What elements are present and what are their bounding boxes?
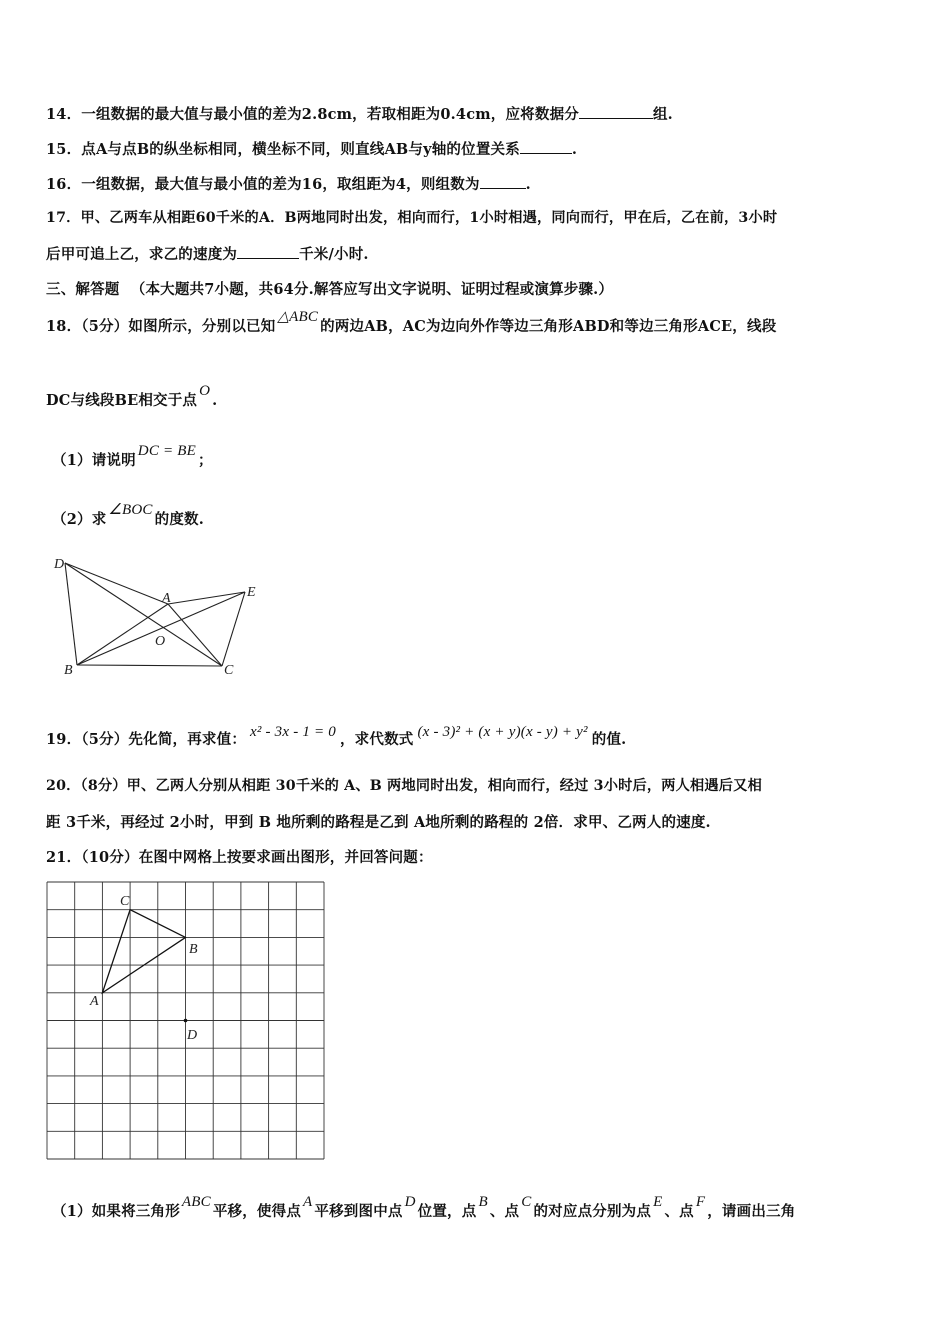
q21p1-text-a: （1）如果将三角形 (52, 1203, 180, 1220)
q21p1-math-b: B (478, 1194, 488, 1210)
grid-label-a: A (90, 994, 99, 1009)
q21p1-math-a: A (303, 1194, 313, 1210)
q18-text-d: . (212, 392, 218, 409)
q19-equation: x² - 3x - 1 = 0 (250, 724, 336, 740)
segment-da (65, 563, 168, 604)
q21p1-text-d: 位置，点 (417, 1203, 477, 1220)
question-18-part1 (52, 443, 213, 470)
figure-21-grid (44, 880, 328, 1164)
q18-part1-text: （1）请说明 (52, 452, 136, 469)
q21p1-math-abc: ABC (181, 1194, 211, 1210)
question-18-line2 (46, 383, 218, 410)
question-14 (46, 103, 673, 124)
figure-18-geometry (50, 550, 280, 685)
q21p1-math-e: E (653, 1194, 663, 1210)
q19-text-a: 19．（5分）先化简，再求值： (46, 731, 247, 748)
segment-bc (77, 665, 222, 666)
grid-label-c: C (120, 894, 130, 909)
q16-text: 16．一组数据，最大值与最小值的差为16，取组距为4，则组数为 (46, 176, 480, 193)
q19-text-c: 的值. (591, 731, 627, 748)
grid-label-d: D (187, 1028, 198, 1043)
q18-math-point-o: O (199, 383, 211, 399)
question-15 (46, 138, 577, 159)
question-17-line2 (46, 243, 369, 264)
q18-math-triangle-abc: △ABC (277, 309, 319, 325)
q17-answer-blank (237, 246, 299, 259)
question-18-line1 (46, 309, 777, 336)
q15-end: . (571, 141, 578, 158)
point-d (184, 1019, 188, 1023)
label-e: E (247, 585, 256, 600)
q21p1-text-b: 平移，使得点 (212, 1203, 302, 1220)
triangle-abc (102, 910, 185, 993)
q17-line2-end: 千米/小时. (299, 246, 369, 263)
q14-text: 14．一组数据的最大值与最小值的差为2.8cm，若取相距为0.4cm，应将数据分 (46, 106, 579, 123)
q21p1-text-g: 、点 (664, 1203, 694, 1220)
segment-db (65, 563, 77, 665)
section-3-title: 三、解答题 (46, 281, 120, 298)
label-o: O (155, 634, 166, 649)
q16-answer-blank (480, 176, 526, 189)
label-d: D (54, 557, 65, 572)
segment-ae (168, 592, 245, 604)
q14-answer-blank (579, 106, 653, 119)
q21p1-text-f: 的对应点分别为点 (533, 1203, 652, 1220)
q21p1-text-e: 、点 (489, 1203, 520, 1220)
q18-part2-text: （2）求 (52, 511, 107, 528)
label-c: C (224, 663, 234, 678)
q15-text: 15．点A与点B的纵坐标相同，横坐标不同，则直线AB与y轴的位置关系 (46, 141, 520, 158)
q19-text-b: ，求代数式 (339, 731, 414, 748)
q18-part1-end: ； (197, 452, 213, 469)
question-17-line1: 17．甲、乙两车从相距60千米的A．B两地同时出发，相向而行，1小时相遇，同向而行，甲在后，乙在前，3小时 (46, 210, 778, 226)
label-a: A (162, 591, 171, 606)
q18-part2-math: ∠BOC (108, 502, 153, 518)
q19-expression: (x - 3)² + (x + y)(x - y) + y² (417, 724, 588, 740)
question-21: 21．（10分）在图中网格上按要求画出图形，并回答问题： (46, 849, 433, 866)
segment-dc (65, 563, 222, 666)
q16-end: . (525, 176, 531, 193)
q21p1-text-h: ，请画出三角 (707, 1203, 796, 1220)
section-3-heading (46, 278, 613, 299)
q17-line2-text: 后甲可追上乙，求乙的速度为 (46, 246, 238, 263)
q18-part2-end: 的度数. (154, 511, 204, 528)
q14-end: 组. (652, 106, 673, 123)
q21p1-text-c: 平移到图中点 (314, 1203, 403, 1220)
q18-text-a: 18．（5分）如图所示，分别以已知 (46, 318, 276, 335)
question-20-line1: 20．（8分）甲、乙两人分别从相距 30千米的 A、B 两地同时出发，相向而行，经过 3小时后，两人相遇后又相 (46, 778, 762, 794)
question-18-part2 (52, 502, 204, 529)
segment-ec (222, 592, 245, 666)
q18-text-c: DC与线段BE相交于点 (46, 392, 198, 409)
q18-text-b: 的两边AB，AC为边向外作等边三角形ABD和等边三角形ACE，线段 (320, 318, 777, 335)
grid-label-b: B (189, 942, 198, 957)
q21p1-math-c: C (521, 1194, 532, 1210)
q15-answer-blank (520, 141, 572, 154)
section-3-note: （本大题共7小题，共64分.解答应写出文字说明、证明过程或演算步骤.） (130, 281, 614, 298)
question-16 (46, 173, 531, 194)
question-21-part1 (52, 1194, 796, 1221)
q21p1-math-d: D (404, 1194, 416, 1210)
segment-be (77, 592, 245, 665)
question-20-line2: 距 3千米，再经过 2小时，甲到 B 地所剩的路程是乙到 A地所剩的路程的 2倍．求甲、乙两人的速度. (46, 814, 711, 831)
q18-part1-math: DC = BE (137, 443, 196, 459)
label-b: B (64, 663, 73, 678)
q21p1-math-f: F (695, 1194, 706, 1210)
question-19 (46, 724, 627, 749)
